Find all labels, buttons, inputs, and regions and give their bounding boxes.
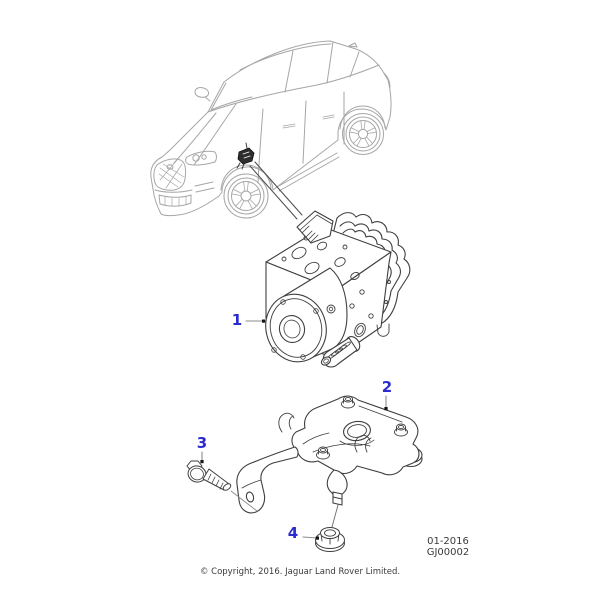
- vehicle-headlight: [186, 151, 217, 165]
- vehicle-mirror: [195, 88, 210, 101]
- vehicle-hood-creases: [174, 104, 236, 165]
- abs-module-illustration: [259, 211, 410, 368]
- bracket-stud-right: [395, 424, 408, 436]
- leader-4: [303, 537, 317, 538]
- figure-reference: [403, 536, 493, 558]
- bracket-clip-left: [279, 413, 294, 432]
- callout-label-2[interactable]: 2: [381, 378, 393, 396]
- callout-label-4[interactable]: 4: [287, 524, 299, 542]
- figure-date: 01-2016: [427, 536, 469, 547]
- vehicle-side-scoop: [195, 182, 214, 192]
- vehicle-headlight-lens: [193, 155, 199, 161]
- nut-top: [321, 528, 340, 539]
- vehicle-door-seams: [258, 92, 344, 183]
- vehicle-bumper-hatch: [165, 197, 186, 206]
- bracket-stud-top: [342, 396, 355, 408]
- callout-label-3[interactable]: 3: [196, 434, 208, 452]
- bracket-illustration: [237, 396, 422, 527]
- vehicle-roof-rail: [240, 44, 331, 70]
- vehicle-grille-mesh: [159, 160, 184, 188]
- vehicle-antenna-fin: [349, 43, 357, 47]
- vehicle-door-handles: [283, 115, 334, 128]
- marker-pointer-lines: [250, 162, 302, 219]
- vehicle-headlight-lens2: [202, 155, 206, 159]
- vehicle-c-pillar: [327, 42, 333, 83]
- figure-number: GJ00002: [426, 547, 470, 558]
- vehicle-illustration: [151, 41, 391, 218]
- bracket-stud-axis: [332, 505, 338, 527]
- vehicle-beltline: [208, 65, 379, 112]
- bracket-stud-left: [317, 447, 330, 459]
- vehicle-rocker: [277, 153, 339, 191]
- vehicle-front-wheel: [224, 174, 268, 218]
- copyright-notice: © Copyright, 2016. Jaguar Land Rover Limited.: [199, 567, 401, 577]
- callout-label-1[interactable]: 1: [231, 311, 243, 329]
- vehicle-a-pillar: [211, 83, 226, 110]
- vehicle-rear-wheel: [343, 114, 384, 155]
- vehicle-b-pillar: [285, 51, 293, 92]
- nut-illustration: [316, 528, 345, 552]
- bracket-lower-stud: [333, 492, 342, 505]
